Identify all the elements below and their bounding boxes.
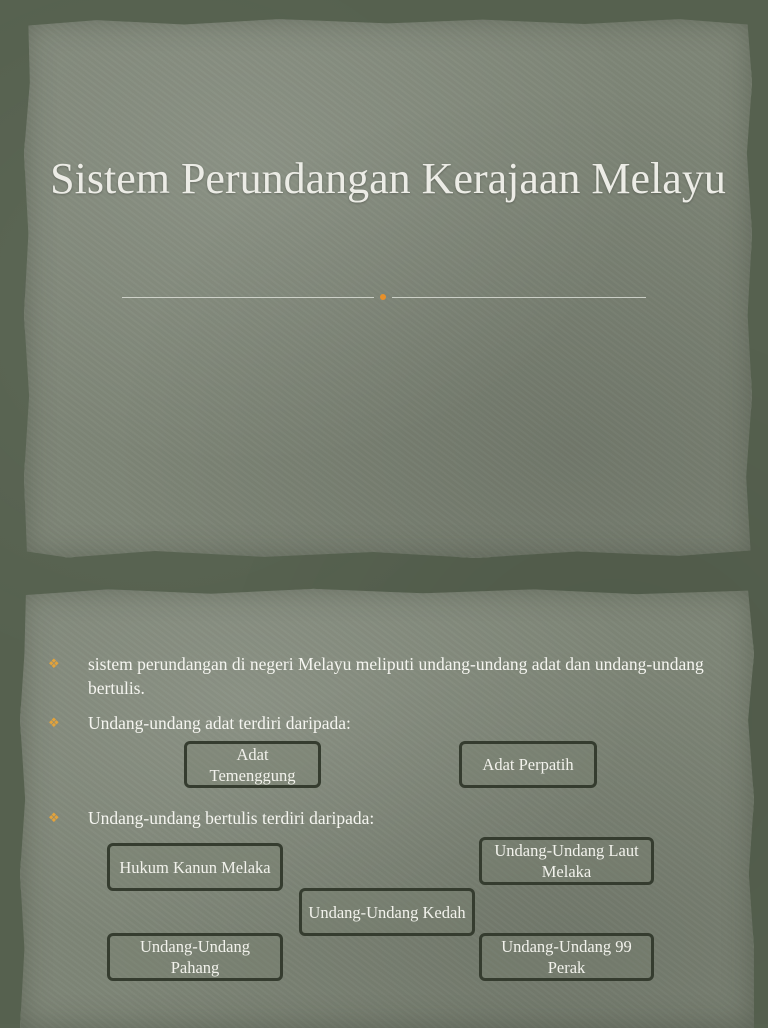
box-undang-undang-laut-melaka: Undang-Undang Laut Melaka [479,837,654,885]
diamond-bullet-icon: ❖ [48,810,60,825]
box-adat-temenggung: Adat Temenggung [184,741,321,788]
box-undang-undang-99-perak: Undang-Undang 99 Perak [479,933,654,981]
box-hukum-kanun-melaka: Hukum Kanun Melaka [107,843,283,891]
bullet-text: sistem perundangan di negeri Melayu meliputi undang-undang adat dan undang-undang bertulis. [88,654,704,698]
diamond-bullet-icon: ❖ [48,715,60,730]
bullet-item [48,711,728,735]
box-undang-undang-kedah: Undang-Undang Kedah [299,888,475,936]
box-adat-perpatih: Adat Perpatih [459,741,597,788]
diamond-bullet-icon: ❖ [48,656,60,671]
bullet-item [48,806,728,830]
title-divider-left [122,297,374,298]
bullet-text: Undang-undang bertulis terdiri daripada: [88,808,375,828]
divider-dot-icon [380,294,386,300]
bullet-item [48,652,728,700]
title-divider-right [392,297,646,298]
title-slide [24,18,752,558]
slide-title: Sistem Perundangan Kerajaan Melayu [50,154,726,203]
bullet-text: Undang-undang adat terdiri daripada: [88,713,351,733]
box-undang-undang-pahang: Undang-Undang Pahang [107,933,283,981]
